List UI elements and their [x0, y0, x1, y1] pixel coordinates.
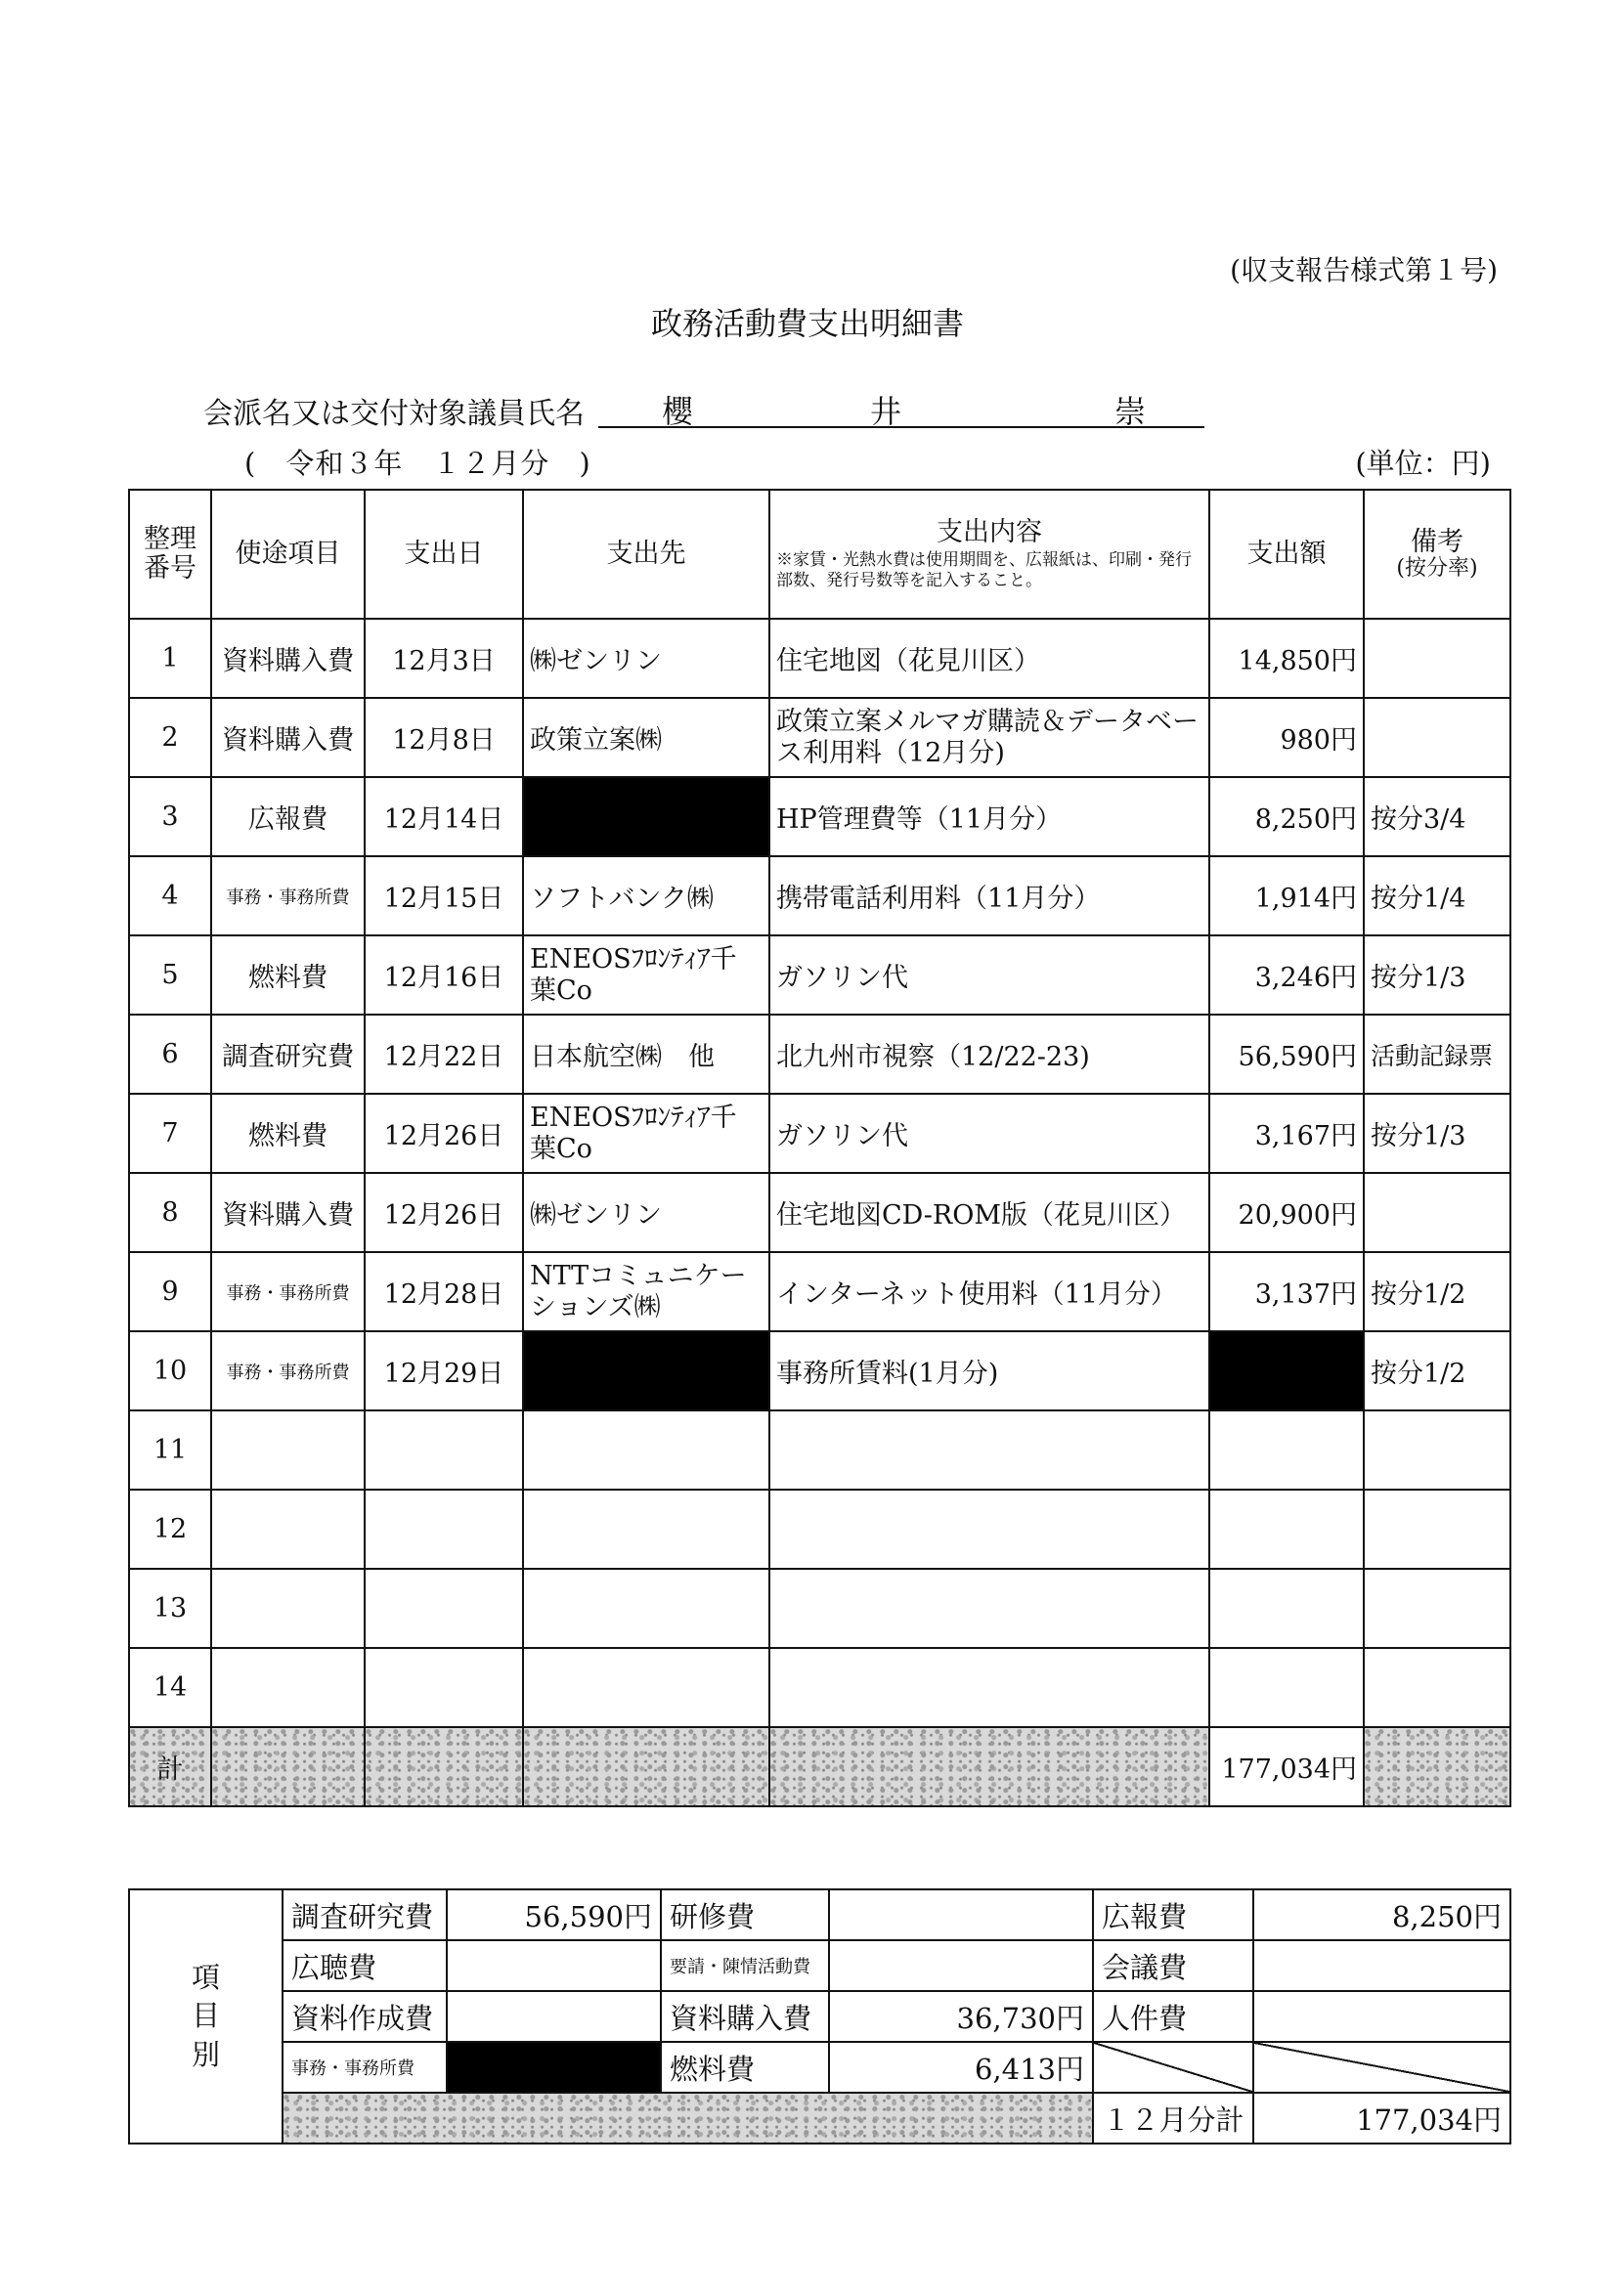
table-row — [129, 856, 1510, 935]
member-name-field — [598, 387, 1204, 428]
summary-value — [447, 1940, 661, 1991]
row-purpose — [211, 1490, 365, 1569]
row-purpose — [211, 1569, 365, 1648]
header-content — [769, 490, 1209, 619]
row-date — [365, 1648, 523, 1727]
header-remarks-title: 備考 — [1411, 527, 1463, 558]
row-amount — [1209, 1490, 1364, 1569]
row-number: 13 — [129, 1569, 211, 1648]
row-content: 政策立案メルマガ購読＆データベース利用料（12月分) — [769, 698, 1209, 777]
row-date: 12月8日 — [365, 698, 523, 777]
table-row — [129, 1648, 1510, 1727]
row-content — [769, 1648, 1209, 1727]
shaded-cell — [283, 2093, 1093, 2144]
expense-table — [128, 489, 1511, 1807]
row-payee: ソフトバンク㈱ — [523, 856, 769, 935]
row-payee: NTTコミュニケーションズ㈱ — [523, 1252, 769, 1331]
row-number: 10 — [129, 1331, 211, 1410]
row-amount: 8,250円 — [1209, 777, 1364, 856]
row-amount — [1209, 1410, 1364, 1490]
unit-label: (単位：円) — [1355, 447, 1491, 480]
header-remarks — [1364, 490, 1510, 619]
row-purpose — [211, 1410, 365, 1490]
row-amount: 1,914円 — [1209, 856, 1364, 935]
row-remarks — [1364, 1490, 1510, 1569]
table-row — [129, 619, 1510, 698]
summary-value — [1253, 1991, 1510, 2042]
row-purpose: 資料購入費 — [211, 698, 365, 777]
row-date: 12月16日 — [365, 935, 523, 1015]
summary-label: 広報費 — [1093, 1889, 1253, 1940]
row-payee — [523, 1648, 769, 1727]
row-number: 4 — [129, 856, 211, 935]
row-date: 12月15日 — [365, 856, 523, 935]
row-number: 7 — [129, 1094, 211, 1173]
table-row — [129, 698, 1510, 777]
row-number: 1 — [129, 619, 211, 698]
row-content: 事務所賃料(1月分) — [769, 1331, 1209, 1410]
header-amount: 支出額 — [1209, 490, 1364, 619]
summary-label: 燃料費 — [661, 2042, 829, 2093]
row-remarks — [1364, 698, 1510, 777]
row-amount: 14,850円 — [1209, 619, 1364, 698]
summary-label: 会議費 — [1093, 1940, 1253, 1991]
row-payee — [523, 1569, 769, 1648]
redacted-value — [447, 2042, 661, 2093]
header-purpose: 使途項目 — [211, 490, 365, 619]
row-remarks: 按分1/3 — [1364, 1094, 1510, 1173]
member-name-char-2: 井 — [870, 393, 902, 430]
summary-value — [829, 1889, 1093, 1940]
summary-value — [829, 1940, 1093, 1991]
summary-label: 研修費 — [661, 1889, 829, 1940]
summary-value — [1253, 1940, 1510, 1991]
row-amount: 3,167円 — [1209, 1094, 1364, 1173]
row-purpose: 燃料費 — [211, 1094, 365, 1173]
row-date: 12月28日 — [365, 1252, 523, 1331]
row-purpose: 調査研究費 — [211, 1015, 365, 1094]
table-row — [129, 1490, 1510, 1569]
redacted-payee — [523, 1331, 769, 1410]
table-row — [129, 1015, 1510, 1094]
row-date: 12月26日 — [365, 1173, 523, 1252]
table-row — [129, 1173, 1510, 1252]
header-date: 支出日 — [365, 490, 523, 619]
row-remarks — [1364, 619, 1510, 698]
table-row — [129, 1410, 1510, 1490]
row-payee: ㈱ゼンリン — [523, 1173, 769, 1252]
member-name-char-1: 櫻 — [662, 393, 694, 430]
shaded-cell — [523, 1727, 769, 1806]
row-remarks: 活動記録票 — [1364, 1015, 1510, 1094]
row-content: ガソリン代 — [769, 935, 1209, 1015]
row-purpose: 事務・事務所費 — [211, 1331, 365, 1410]
row-payee: 政策立案㈱ — [523, 698, 769, 777]
month-total-label: １２月分計 — [1093, 2093, 1253, 2144]
form-number: (収支報告様式第１号) — [1230, 254, 1498, 286]
row-purpose: 広報費 — [211, 777, 365, 856]
strike-cell — [1253, 2042, 1510, 2093]
table-row — [129, 1252, 1510, 1331]
summary-label: 資料作成費 — [283, 1991, 447, 2042]
row-payee: ENEOSﾌﾛﾝﾃｨｱ千葉Co — [523, 1094, 769, 1173]
redacted-payee — [523, 777, 769, 856]
row-date: 12月26日 — [365, 1094, 523, 1173]
shaded-cell — [769, 1727, 1209, 1806]
total-row — [129, 1727, 1510, 1806]
row-content: 携帯電話利用料（11月分） — [769, 856, 1209, 935]
row-date — [365, 1490, 523, 1569]
row-amount: 20,900円 — [1209, 1173, 1364, 1252]
row-number: 2 — [129, 698, 211, 777]
summary-side-label — [129, 1889, 283, 2144]
row-number: 14 — [129, 1648, 211, 1727]
row-content: インターネット使用料（11月分） — [769, 1252, 1209, 1331]
summary-label: 人件費 — [1093, 1991, 1253, 2042]
summary-value: 8,250円 — [1253, 1889, 1510, 1940]
row-number: 3 — [129, 777, 211, 856]
row-content: HP管理費等（11月分） — [769, 777, 1209, 856]
row-payee: 日本航空㈱ 他 — [523, 1015, 769, 1094]
month-total-value: 177,034円 — [1253, 2093, 1510, 2144]
shaded-cell — [1364, 1727, 1510, 1806]
row-content — [769, 1410, 1209, 1490]
row-number: 11 — [129, 1410, 211, 1490]
row-date — [365, 1410, 523, 1490]
table-row — [129, 1569, 1510, 1648]
header-remarks-sub: (按分率) — [1396, 555, 1478, 581]
row-number: 12 — [129, 1490, 211, 1569]
row-remarks — [1364, 1410, 1510, 1490]
row-purpose: 資料購入費 — [211, 619, 365, 698]
table-row — [129, 1331, 1510, 1410]
row-purpose — [211, 1648, 365, 1727]
row-payee: ENEOSﾌﾛﾝﾃｨｱ千葉Co — [523, 935, 769, 1015]
row-amount — [1209, 1648, 1364, 1727]
row-number: 5 — [129, 935, 211, 1015]
row-amount: 980円 — [1209, 698, 1364, 777]
row-number: 8 — [129, 1173, 211, 1252]
row-content: 住宅地図（花見川区） — [769, 619, 1209, 698]
member-label: 会派名又は交付対象議員氏名 — [203, 397, 585, 431]
summary-value — [447, 1991, 661, 2042]
row-remarks: 按分1/3 — [1364, 935, 1510, 1015]
row-purpose: 事務・事務所費 — [211, 856, 365, 935]
summary-label: 資料購入費 — [661, 1991, 829, 2042]
row-number: 9 — [129, 1252, 211, 1331]
row-amount — [1209, 1569, 1364, 1648]
summary-side-text: 項 目 別 — [191, 1961, 220, 2071]
row-remarks: 按分1/2 — [1364, 1331, 1510, 1410]
row-remarks: 按分1/2 — [1364, 1252, 1510, 1331]
row-payee — [523, 1410, 769, 1490]
row-date: 12月14日 — [365, 777, 523, 856]
total-label: 計 — [129, 1727, 211, 1806]
row-amount: 56,590円 — [1209, 1015, 1364, 1094]
row-number: 6 — [129, 1015, 211, 1094]
row-purpose: 資料購入費 — [211, 1173, 365, 1252]
row-remarks: 按分3/4 — [1364, 777, 1510, 856]
row-content — [769, 1569, 1209, 1648]
table-row — [129, 777, 1510, 856]
table-row — [129, 1094, 1510, 1173]
row-content: ガソリン代 — [769, 1094, 1209, 1173]
row-date: 12月29日 — [365, 1331, 523, 1410]
category-summary-table — [128, 1888, 1511, 2144]
shaded-cell — [365, 1727, 523, 1806]
table-row — [129, 935, 1510, 1015]
page-title: 政務活動費支出明細書 — [650, 305, 964, 342]
row-content: 北九州市視察（12/22-23) — [769, 1015, 1209, 1094]
summary-label: 広聴費 — [283, 1940, 447, 1991]
row-amount: 3,246円 — [1209, 935, 1364, 1015]
summary-label: 要請・陳情活動費 — [661, 1940, 829, 1991]
header-payee: 支出先 — [523, 490, 769, 619]
summary-value: 56,590円 — [447, 1889, 661, 1940]
header-content-title: 支出内容 — [937, 516, 1042, 547]
row-remarks — [1364, 1569, 1510, 1648]
summary-label: 調査研究費 — [283, 1889, 447, 1940]
row-payee — [523, 1490, 769, 1569]
member-name-char-3: 崇 — [1114, 393, 1147, 430]
strike-cell — [1093, 2042, 1253, 2093]
header-number: 整理 番号 — [129, 490, 211, 619]
row-remarks: 按分1/4 — [1364, 856, 1510, 935]
row-remarks — [1364, 1648, 1510, 1727]
row-date: 12月3日 — [365, 619, 523, 698]
row-purpose: 燃料費 — [211, 935, 365, 1015]
row-remarks — [1364, 1173, 1510, 1252]
summary-value: 36,730円 — [829, 1991, 1093, 2042]
row-purpose: 事務・事務所費 — [211, 1252, 365, 1331]
row-date: 12月22日 — [365, 1015, 523, 1094]
header-content-note: ※家賃・光熱水費は使用期間を、広報紙は、印刷・発行部数、発行号数等を記入すること。 — [776, 550, 1192, 590]
row-payee: ㈱ゼンリン — [523, 619, 769, 698]
summary-value: 6,413円 — [829, 2042, 1093, 2093]
shaded-cell — [211, 1727, 365, 1806]
total-amount: 177,034円 — [1209, 1727, 1364, 1806]
row-amount: 3,137円 — [1209, 1252, 1364, 1331]
row-date — [365, 1569, 523, 1648]
summary-label: 事務・事務所費 — [283, 2042, 447, 2093]
row-content — [769, 1490, 1209, 1569]
row-content: 住宅地図CD-ROM版（花見川区） — [769, 1173, 1209, 1252]
redacted-amount — [1209, 1331, 1364, 1410]
period-label: ( 令和３年 １２月分 ) — [244, 447, 591, 480]
